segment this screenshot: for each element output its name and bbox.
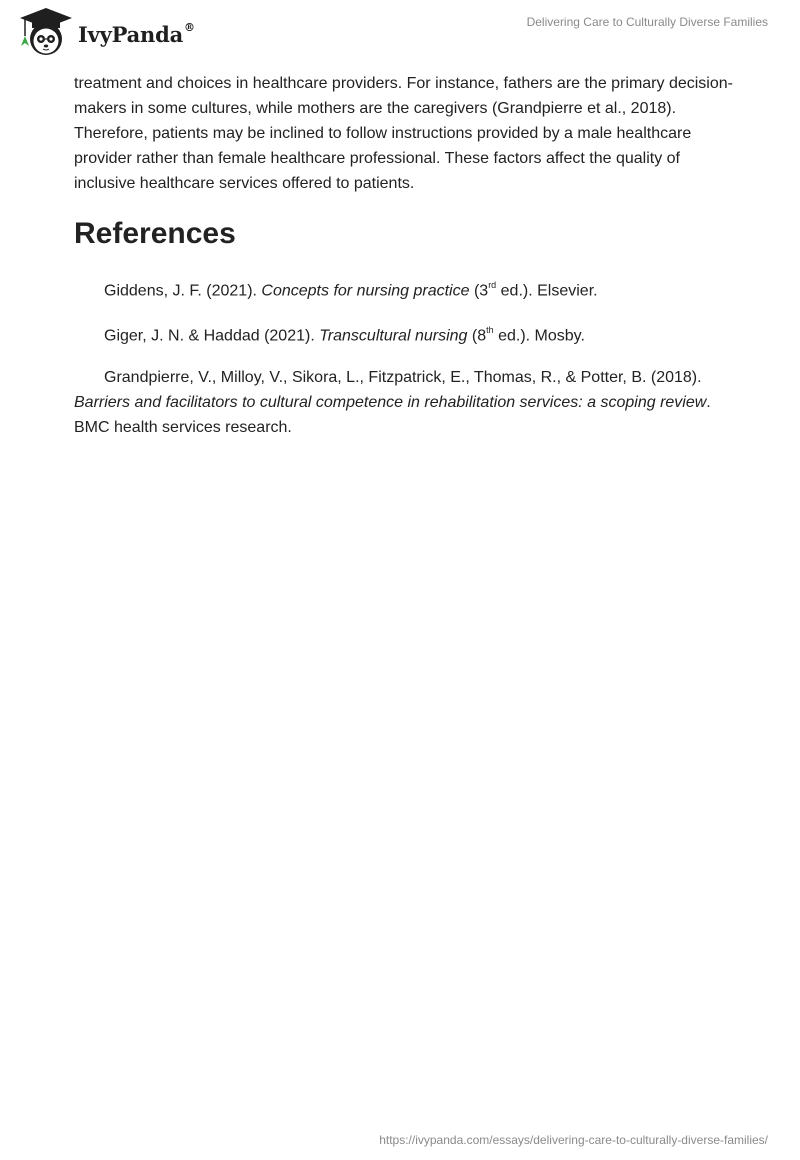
body-paragraph: treatment and choices in healthcare providers. For instance, fathers are the primary decision-makers in some cultures, while mothers are the caregivers (Grandpierre et al., 2018). Therefore, patients may be inclined to follow instructions provided by a male healthcare provider rather than female healthcare professional. These factors affect the quality of inclusive healthcare services offered to patients. <box>74 75 733 192</box>
reference-publisher: . BMC health services research. <box>74 393 711 436</box>
reference-publisher: ed.). Mosby. <box>493 327 585 345</box>
reference-edition-open: (8 <box>467 327 487 345</box>
reference-item <box>74 365 734 440</box>
brand-name: IvyPanda® <box>78 20 195 47</box>
reference-item <box>74 274 734 303</box>
source-url[interactable]: https://ivypanda.com/essays/delivering-care-to-culturally-diverse-families/ <box>379 1133 768 1147</box>
reference-authors: Giddens, J. F. (2021). <box>104 282 262 300</box>
reference-publisher: ed.). Elsevier. <box>496 282 598 300</box>
reference-title: Concepts for nursing practice <box>261 282 470 300</box>
reference-authors: Grandpierre, V., Milloy, V., Sikora, L., Fitzpatrick, E., Thomas, R., & Potter, B. (2018). <box>104 368 702 386</box>
essay-content <box>74 71 734 456</box>
reference-title: Barriers and facilitators to cultural competence in rehabilitation services: a scoping review <box>74 393 707 411</box>
page-header <box>0 0 800 70</box>
registered-mark: ® <box>184 20 195 34</box>
reference-edition-suffix: rd <box>488 280 497 290</box>
panda-graduation-cap-icon <box>16 6 74 58</box>
reference-authors: Giger, J. N. & Haddad (2021). <box>104 327 320 345</box>
reference-edition-suffix: th <box>486 325 494 336</box>
ivypanda-logo[interactable] <box>16 6 195 58</box>
references-heading: References <box>74 217 236 250</box>
reference-title: Transcultural nursing <box>319 327 468 345</box>
document-title: Delivering Care to Culturally Diverse Families <box>526 15 768 29</box>
reference-edition-open: (3 <box>469 282 489 300</box>
reference-item <box>74 319 734 348</box>
